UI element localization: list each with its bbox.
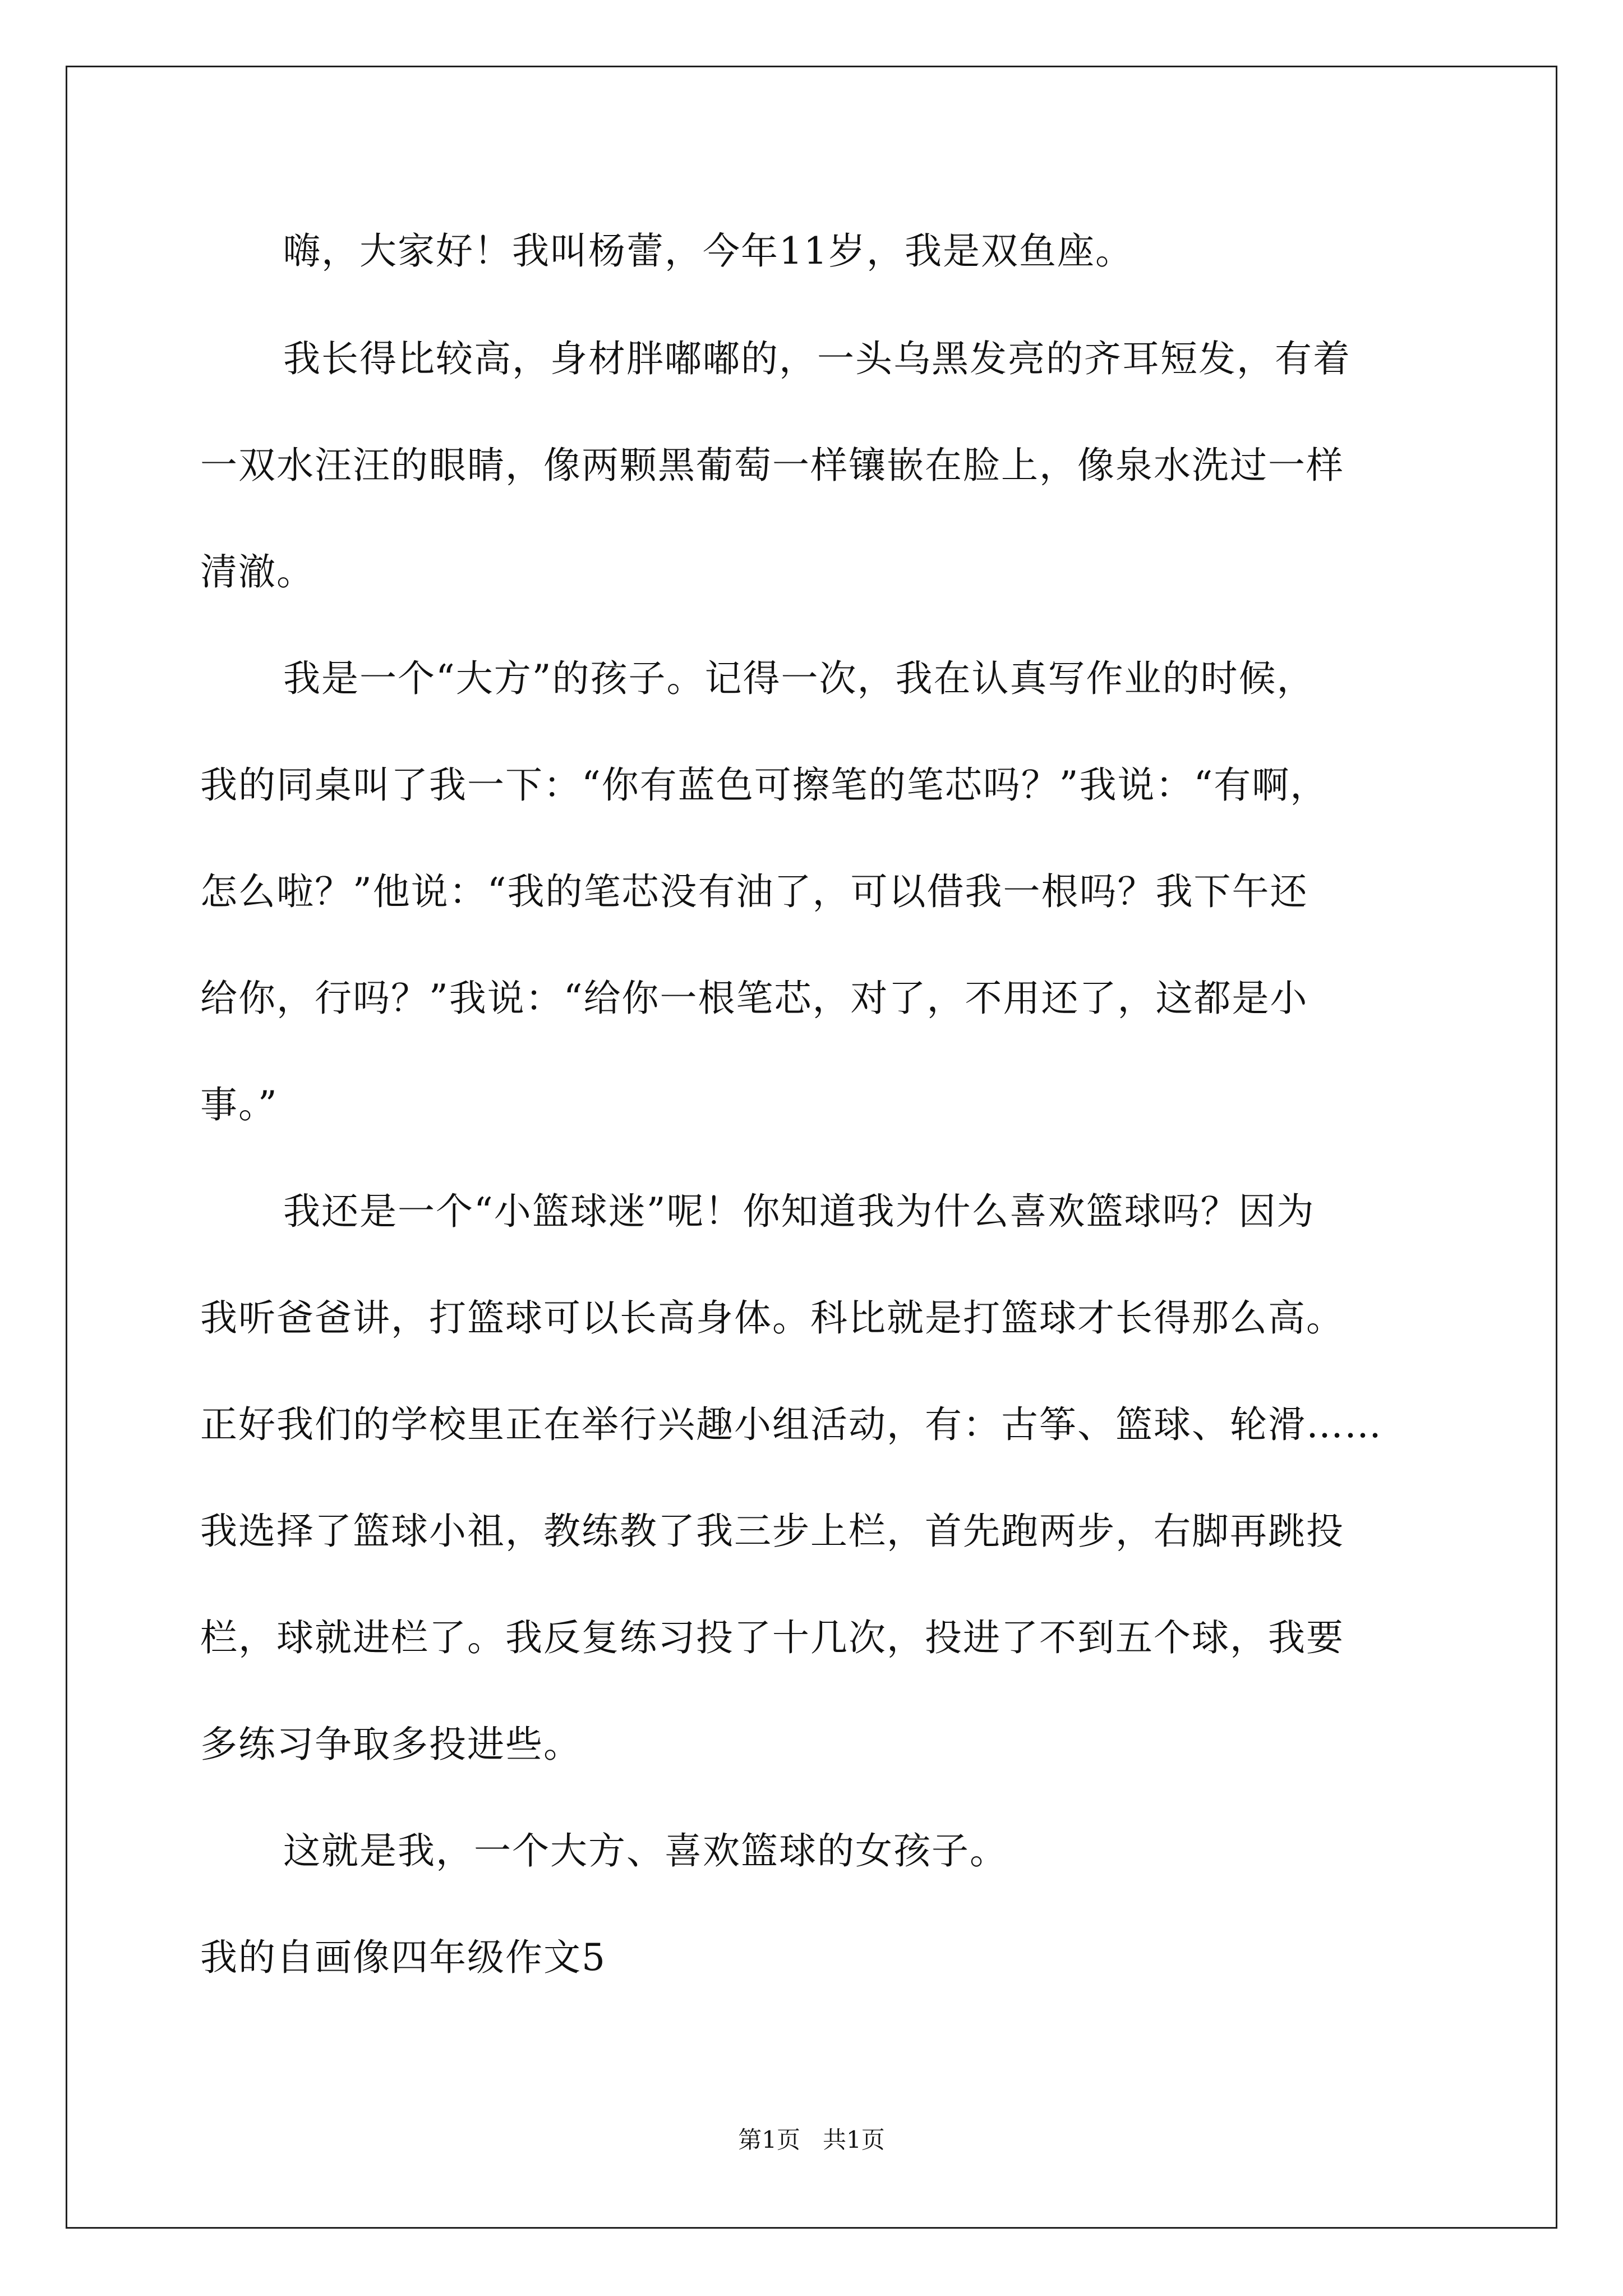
paragraph-line: 我选择了篮球小祖，教练教了我三步上栏，首先跑两步，右脚再跳投 [200, 1510, 1344, 1553]
page-border [66, 66, 1557, 2229]
paragraph-line: 我长得比较高，身材胖嘟嘟的，一头乌黑发亮的齐耳短发，有着 [283, 337, 1351, 380]
paragraph-line: 正好我们的学校里正在举行兴趣小组活动，有：古筝、篮球、轮滑…… [200, 1403, 1382, 1446]
section-heading: 我的自画像四年级作文5 [200, 1936, 606, 1979]
paragraph-line: 栏，球就进栏了。我反复练习投了十几次，投进了不到五个球，我要 [200, 1616, 1344, 1659]
paragraph-line: 给你，行吗？”我说：“给你一根笔芯，对了，不用还了，这都是小 [200, 977, 1308, 1020]
paragraph-line: 我听爸爸讲，打篮球可以长高身体。科比就是打篮球才长得那么高。 [200, 1296, 1344, 1340]
paragraph-line: 多练习争取多投进些。 [200, 1723, 582, 1766]
paragraph-line: 一双水汪汪的眼睛，像两颗黑葡萄一样镶嵌在脸上，像泉水洗过一样 [200, 444, 1344, 487]
paragraph-line: 我是一个“大方”的孩子。记得一次，我在认真写作业的时候， [283, 657, 1315, 700]
paragraph-line: 事。” [200, 1083, 278, 1126]
paragraph-line: 嗨，大家好！我叫杨蕾，今年11岁，我是双鱼座。 [283, 229, 1133, 273]
paragraph-line: 清澈。 [200, 550, 315, 593]
page-number-footer: 第1页 共1页 [738, 2126, 885, 2154]
paragraph-line: 怎么啦？”他说：“我的笔芯没有油了，可以借我一根吗？我下午还 [200, 870, 1308, 913]
paragraph-line: 我的同桌叫了我一下：“你有蓝色可擦笔的笔芯吗？”我说：“有啊， [200, 763, 1329, 807]
paragraph-line: 这就是我，一个大方、喜欢篮球的女孩子。 [283, 1829, 1008, 1872]
paragraph-line: 我还是一个“小篮球迷”呢！你知道我为什么喜欢篮球吗？因为 [283, 1190, 1315, 1233]
